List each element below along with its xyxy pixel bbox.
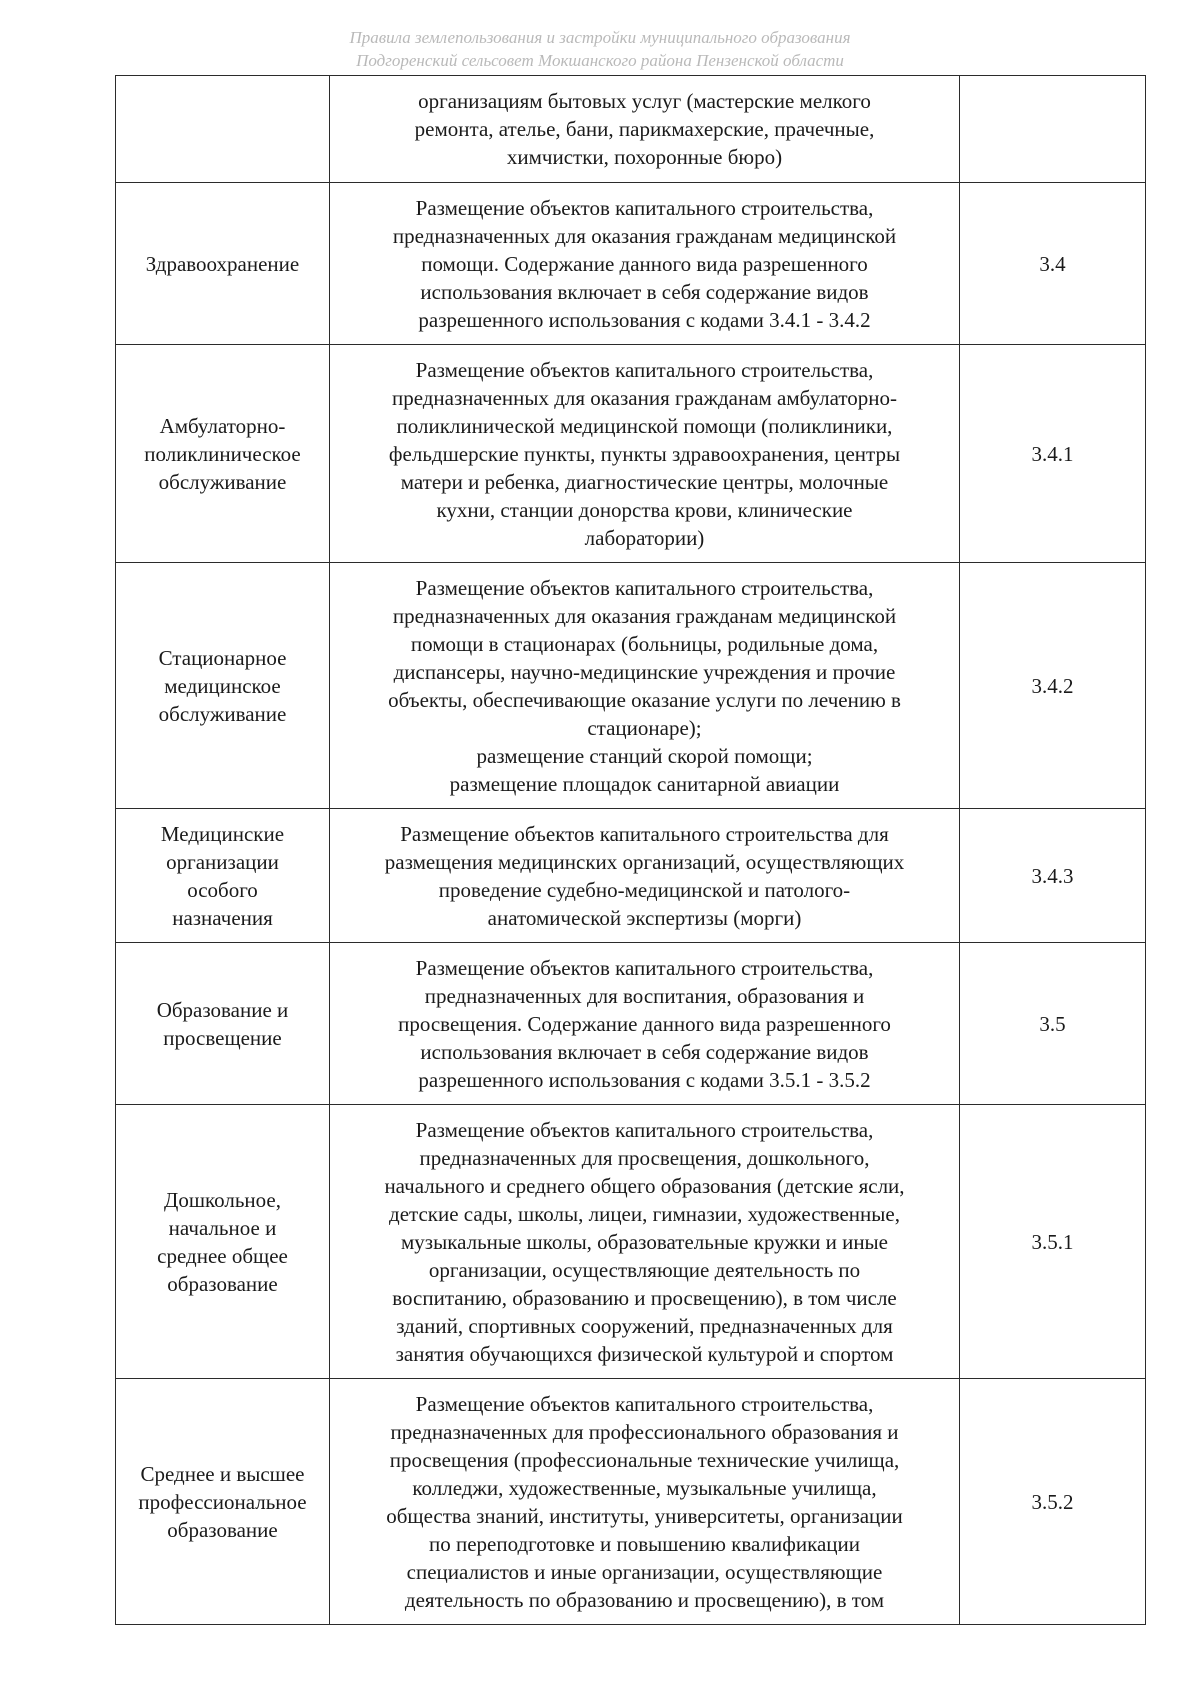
use-type-code: 3.5 — [960, 943, 1146, 1105]
use-type-description: Размещение объектов капитального строительства, предназначенных для оказания гражданам медицинской помощи в стационарах (больницы, родильные дома, диспансеры, научно-медицинские учреждения и прочие объекты, обеспечивающие оказание услуги по лечению в стационаре); размещение станций скорой помощи; размещение площадок санитарной авиации — [330, 563, 960, 809]
use-type-description: Размещение объектов капитального строительства, предназначенных для просвещения, дошкольного, начального и среднего общего образования (детские ясли, детские сады, школы, лицеи, гимназии, художественные, музыкальные школы, образовательные кружки и иные организации, осуществляющие деятельность по воспитанию, образованию и просвещению), в том числе зданий, спортивных сооружений, предназначенных для занятия обучающихся физической культурой и спортом — [330, 1105, 960, 1379]
use-type-code: 3.5.2 — [960, 1379, 1146, 1625]
use-type-description: Размещение объектов капитального строительства для размещения медицинских организаций, осуществляющих проведение судебно-медицинской и патолого- анатомической экспертизы (морги) — [330, 809, 960, 943]
use-type-code: 3.5.1 — [960, 1105, 1146, 1379]
use-type-name: Среднее и высшее профессиональное образование — [116, 1379, 330, 1625]
use-type-name — [116, 76, 330, 183]
use-type-code: 3.4.1 — [960, 345, 1146, 563]
use-type-description: Размещение объектов капитального строительства, предназначенных для воспитания, образования и просвещения. Содержание данного вида разрешенного использования включает в себя содержание видов разрешенного использования с кодами 3.5.1 - 3.5.2 — [330, 943, 960, 1105]
table-row — [116, 943, 1146, 1105]
running-header — [0, 26, 1200, 72]
use-type-code — [960, 76, 1146, 183]
table-row — [116, 183, 1146, 345]
use-type-name: Здравоохранение — [116, 183, 330, 345]
table-row — [116, 345, 1146, 563]
header-line-2: Подгоренский сельсовет Мокшанского района Пензенской области — [356, 51, 844, 70]
land-use-table — [115, 75, 1146, 1625]
table-row — [116, 1105, 1146, 1379]
use-type-description: Размещение объектов капитального строительства, предназначенных для оказания гражданам амбулаторно- поликлинической медицинской помощи (поликлиники, фельдшерские пункты, пункты здравоохранения, центры матери и ребенка, диагностические центры, молочные кухни, станции донорства крови, клинические лаборатории) — [330, 345, 960, 563]
table-row — [116, 809, 1146, 943]
use-type-code: 3.4.2 — [960, 563, 1146, 809]
table-row — [116, 563, 1146, 809]
use-type-name: Образование и просвещение — [116, 943, 330, 1105]
use-type-name: Стационарное медицинское обслуживание — [116, 563, 330, 809]
use-type-description: Размещение объектов капитального строительства, предназначенных для профессионального образования и просвещения (профессиональные технические училища, колледжи, художественные, музыкальные училища, общества знаний, институты, университеты, организации по переподготовке и повышению квалификации специалистов и иные организации, осуществляющие деятельность по образованию и просвещению), в том — [330, 1379, 960, 1625]
use-type-name: Амбулаторно- поликлиническое обслуживание — [116, 345, 330, 563]
use-type-description: Размещение объектов капитального строительства, предназначенных для оказания гражданам медицинской помощи. Содержание данного вида разрешенного использования включает в себя содержание видов разрешенного использования с кодами 3.4.1 - 3.4.2 — [330, 183, 960, 345]
table-row — [116, 76, 1146, 183]
header-line-1: Правила землепользования и застройки муниципального образования — [349, 28, 851, 47]
use-type-description: организациям бытовых услуг (мастерские мелкого ремонта, ателье, бани, парикмахерские, прачечные, химчистки, похоронные бюро) — [330, 76, 960, 183]
use-type-code: 3.4.3 — [960, 809, 1146, 943]
use-type-name: Медицинские организации особого назначения — [116, 809, 330, 943]
use-type-code: 3.4 — [960, 183, 1146, 345]
table-row — [116, 1379, 1146, 1625]
use-type-name: Дошкольное, начальное и среднее общее образование — [116, 1105, 330, 1379]
